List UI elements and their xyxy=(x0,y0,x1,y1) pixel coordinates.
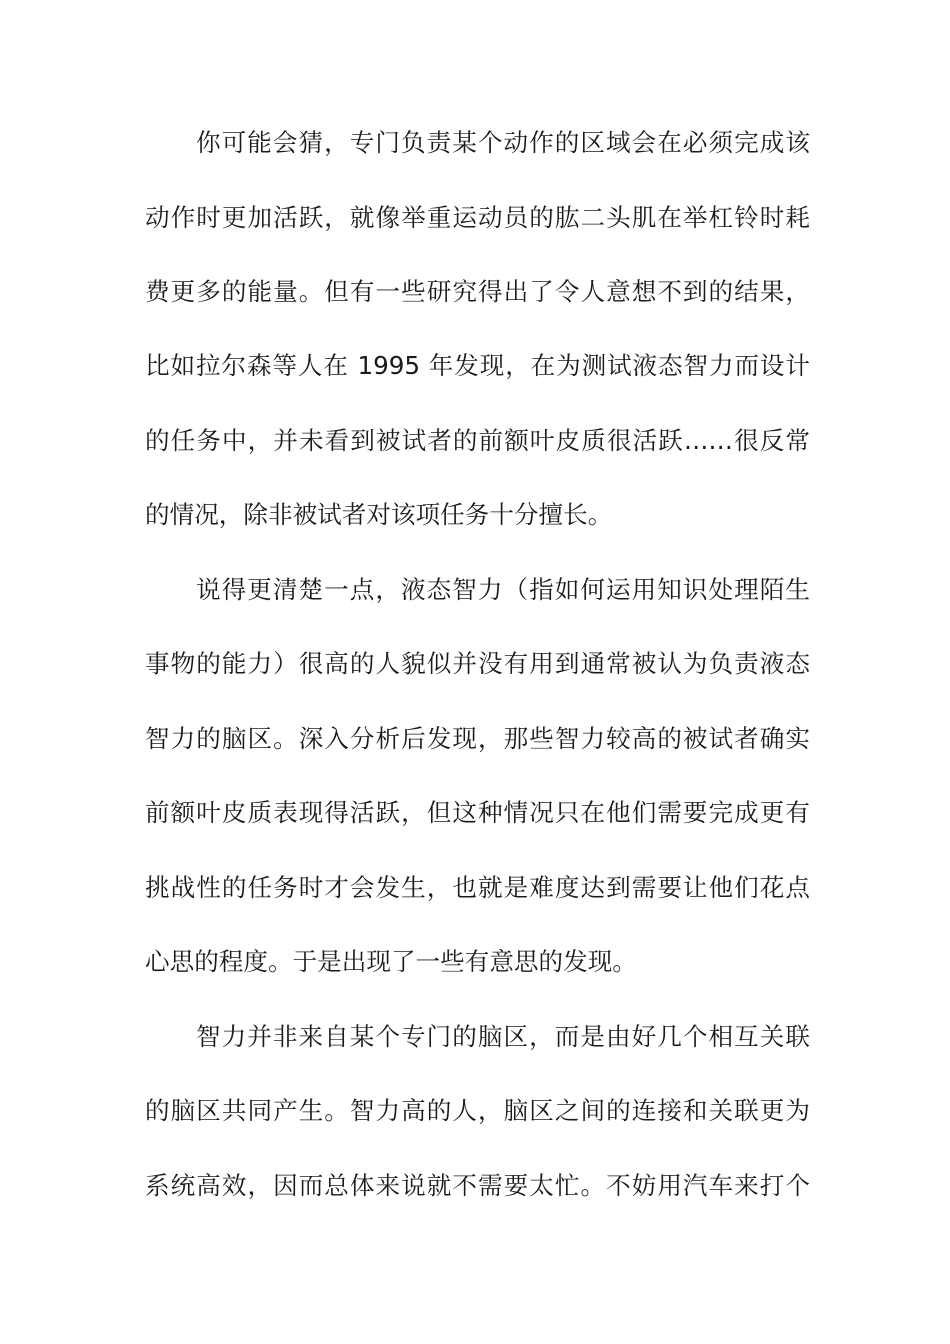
paragraph-2-line-6: 心思的程度。于是出现了一些有意思的发现。 xyxy=(145,947,637,976)
paragraph-1-line-1: 你可能会猜，专门负责某个动作的区域会在必须完成该 xyxy=(196,128,810,157)
paragraph-2-line-4: 前额叶皮质表现得活跃，但这种情况只在他们需要完成更有 xyxy=(145,798,810,827)
paragraph-1-line-6: 的情况，除非被试者对该项任务十分擅长。 xyxy=(145,500,613,529)
paragraph-2-line-3: 智力的脑区。深入分析后发现，那些智力较高的被试者确实 xyxy=(145,724,810,753)
paragraph-2-line-2: 事物的能力）很高的人貌似并没有用到通常被认为负责液态 xyxy=(145,649,810,678)
paragraph-3-line-1: 智力并非来自某个专门的脑区，而是由好几个相互关联 xyxy=(196,1022,810,1051)
paragraph-1-line-2: 动作时更加活跃，就像举重运动员的肱二头肌在举杠铃时耗 xyxy=(145,203,810,232)
paragraph-1-line-3: 费更多的能量。但有一些研究得出了令人意想不到的结果， xyxy=(145,277,810,306)
paragraph-3-line-3: 系统高效，因而总体来说就不需要太忙。不妨用汽车来打个 xyxy=(145,1171,810,1200)
paragraph-2-line-5: 挑战性的任务时才会发生，也就是难度达到需要让他们花点 xyxy=(145,873,810,902)
paragraph-3-line-2: 的脑区共同产生。智力高的人，脑区之间的连接和关联更为 xyxy=(145,1096,810,1125)
paragraph-1-line-4: 比如拉尔森等人在 1995 年发现，在为测试液态智力而设计 xyxy=(145,351,810,380)
paragraph-1-line-5: 的任务中，并未看到被试者的前额叶皮质很活跃……很反常 xyxy=(145,426,810,455)
paragraph-2-line-1: 说得更清楚一点，液态智力（指如何运用知识处理陌生 xyxy=(196,575,810,604)
